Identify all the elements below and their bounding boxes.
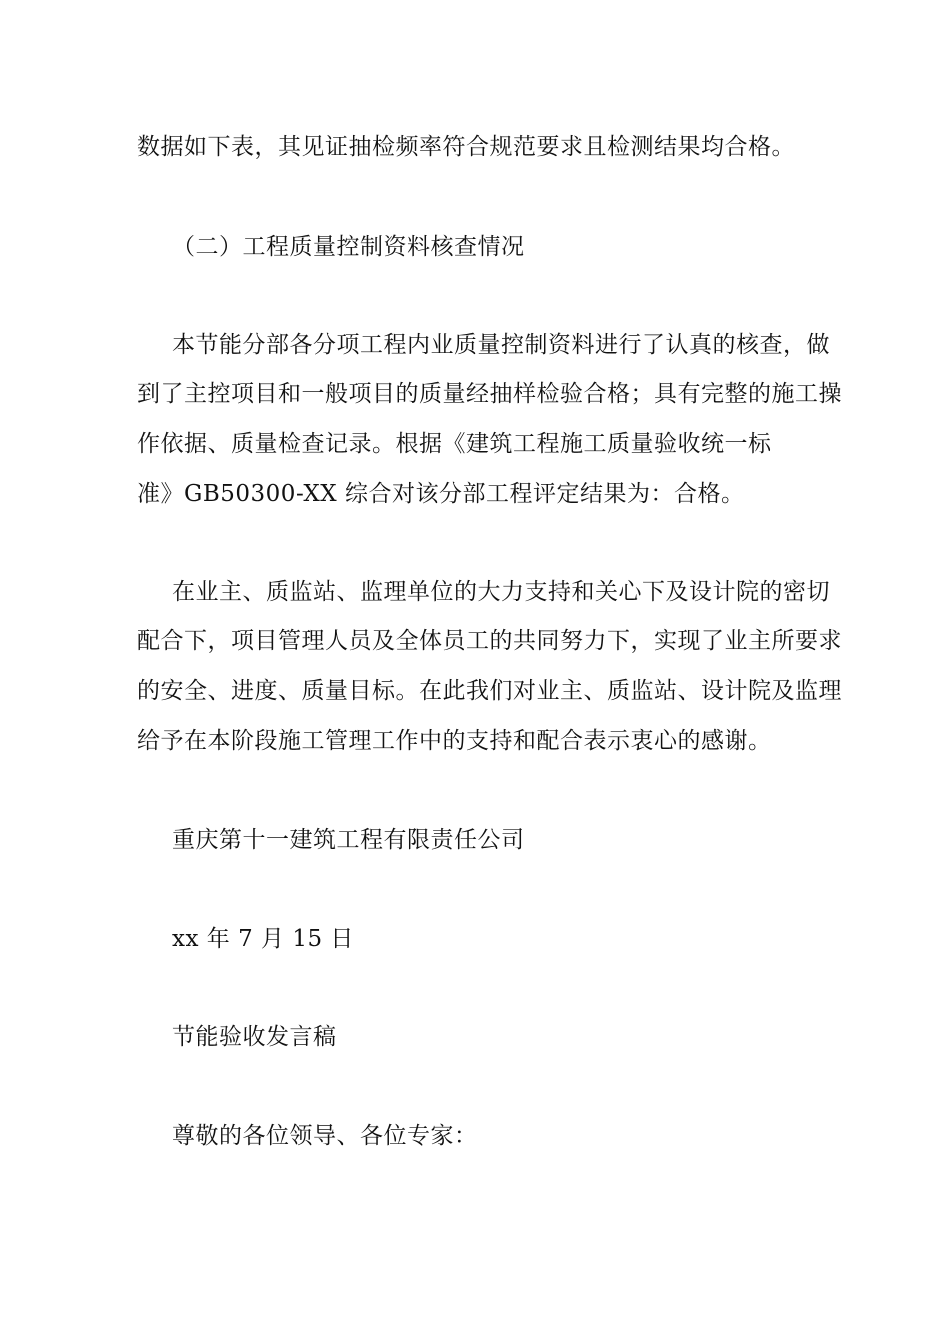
intro-line: 数据如下表，其见证抽检频率符合规范要求且检测结果均合格。 <box>137 134 795 160</box>
paragraph-line: 本节能分部各分项工程内业质量控制资料进行了认真的核查，做 <box>172 332 830 358</box>
salutation: 尊敬的各位领导、各位专家： <box>172 1123 478 1149</box>
speech-title: 节能验收发言稿 <box>172 1024 337 1050</box>
paragraph-line: 到了主控项目和一般项目的质量经抽样检验合格；具有完整的施工操 <box>137 381 842 407</box>
paragraph-line: 作依据、质量检查记录。根据《建筑工程施工质量验收统一标 <box>137 431 772 457</box>
document-date: xx 年 7 月 15 日 <box>172 926 354 952</box>
paragraph-line: 的安全、进度、质量目标。在此我们对业主、质监站、设计院及监理 <box>137 678 842 704</box>
section-heading: （二）工程质量控制资料核查情况 <box>172 234 525 260</box>
paragraph-line: 在业主、质监站、监理单位的大力支持和关心下及设计院的密切 <box>172 579 830 605</box>
paragraph-line: 准》GB50300-XX 综合对该分部工程评定结果为：合格。 <box>137 481 745 507</box>
paragraph-line: 给予在本阶段施工管理工作中的支持和配合表示衷心的感谢。 <box>137 728 772 754</box>
company-name: 重庆第十一建筑工程有限责任公司 <box>172 827 525 853</box>
paragraph-line: 配合下，项目管理人员及全体员工的共同努力下，实现了业主所要求 <box>137 628 842 654</box>
